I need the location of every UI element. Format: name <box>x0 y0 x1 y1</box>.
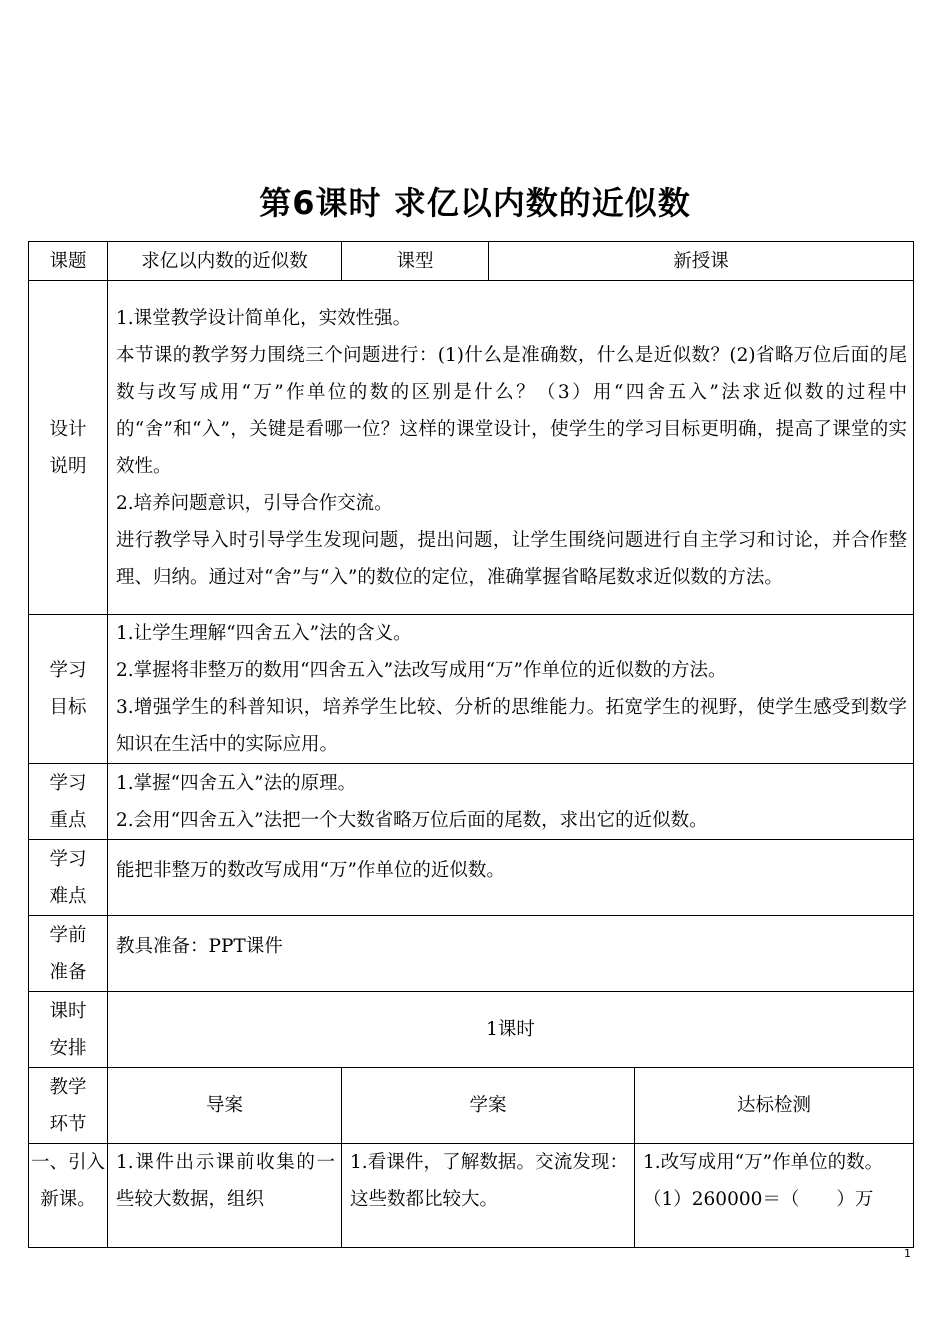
design-content <box>108 281 914 615</box>
intro-label: 一、引入新课。 <box>29 1144 108 1248</box>
design-line-2: 本节课的教学努力围绕三个问题进行：(1)什么是准确数，什么是近似数？(2)省略万位后面的尾数与改写成用“万”作单位的数的区别是什么？（3）用“四舍五入”法求近似数的过程中的“舍”和“入”，关键是看哪一位？这样的课堂设计，使学生的学习目标更明确，提高了课堂的实效性。 <box>116 344 908 477</box>
page-number: 1 <box>904 1247 911 1260</box>
row-intro <box>29 1144 914 1248</box>
key-points-content <box>108 764 914 840</box>
row-key-points <box>29 764 914 840</box>
key-line-1: 1.掌握“四舍五入”法的原理。 <box>116 772 357 794</box>
process-label: 教学环节 <box>29 1068 108 1144</box>
topic-value: 求亿以内数的近似数 <box>108 242 342 281</box>
row-design <box>29 281 914 615</box>
difficulty-label: 学习难点 <box>29 840 108 916</box>
row-difficulty <box>29 840 914 916</box>
difficulty-content: 能把非整万的数改写成用“万”作单位的近似数。 <box>108 840 914 916</box>
preparation-content: 教具准备：PPT课件 <box>108 916 914 992</box>
student-plan-header: 学案 <box>342 1068 635 1144</box>
goals-line-2: 2.掌握将非整万的数用“四舍五入”法改写成用“万”作单位的近似数的方法。 <box>116 660 727 681</box>
key-points-label: 学习重点 <box>29 764 108 840</box>
assessment-header: 达标检测 <box>635 1068 914 1144</box>
goals-line-1: 1.让学生理解“四舍五入”法的含义。 <box>116 623 412 644</box>
row-preparation <box>29 916 914 992</box>
schedule-label: 课时安排 <box>29 992 108 1068</box>
row-schedule <box>29 992 914 1068</box>
design-line-1: 1.课堂教学设计简单化，实效性强。 <box>116 307 412 329</box>
key-line-2: 2.会用“四舍五入”法把一个大数省略万位后面的尾数，求出它的近似数。 <box>116 809 708 831</box>
preparation-label: 学前准备 <box>29 916 108 992</box>
schedule-content: 1课时 <box>108 992 914 1068</box>
intro-assessment <box>635 1144 914 1248</box>
intro-assessment-line-2: （1）260000＝（ ）万 <box>643 1189 874 1210</box>
design-line-4: 进行教学导入时引导学生发现问题，提出问题，让学生围绕问题进行自主学习和讨论，并合作整理、归纳。通过对“舍”与“入”的数位的定位，准确掌握省略尾数求近似数的方法。 <box>116 529 908 588</box>
intro-assessment-line-1: 1.改写成用“万”作单位的数。 <box>643 1152 884 1173</box>
page-title: 第6课时 求亿以内数的近似数 <box>259 184 691 222</box>
design-line-3: 2.培养问题意识，引导合作交流。 <box>116 492 393 514</box>
row-process-header <box>29 1068 914 1144</box>
goals-line-3: 3.增强学生的科普知识，培养学生比较、分析的思维能力。拓宽学生的视野，使学生感受到数学知识在生活中的实际应用。 <box>116 697 908 755</box>
row-topic <box>29 242 914 281</box>
lesson-plan-table <box>28 241 914 1248</box>
lesson-type-value: 新授课 <box>489 242 914 281</box>
goals-content <box>108 615 914 764</box>
row-goals <box>29 615 914 764</box>
lesson-type-label: 课型 <box>342 242 489 281</box>
topic-label: 课题 <box>29 242 108 281</box>
goals-label: 学习目标 <box>29 615 108 764</box>
teacher-plan-header: 导案 <box>108 1068 342 1144</box>
intro-student-plan: 1.看课件，了解数据。交流发现：这些数都比较大。 <box>342 1144 635 1248</box>
design-label: 设计说明 <box>29 281 108 615</box>
intro-teacher-plan: 1.课件出示课前收集的一些较大数据，组织 <box>108 1144 342 1248</box>
